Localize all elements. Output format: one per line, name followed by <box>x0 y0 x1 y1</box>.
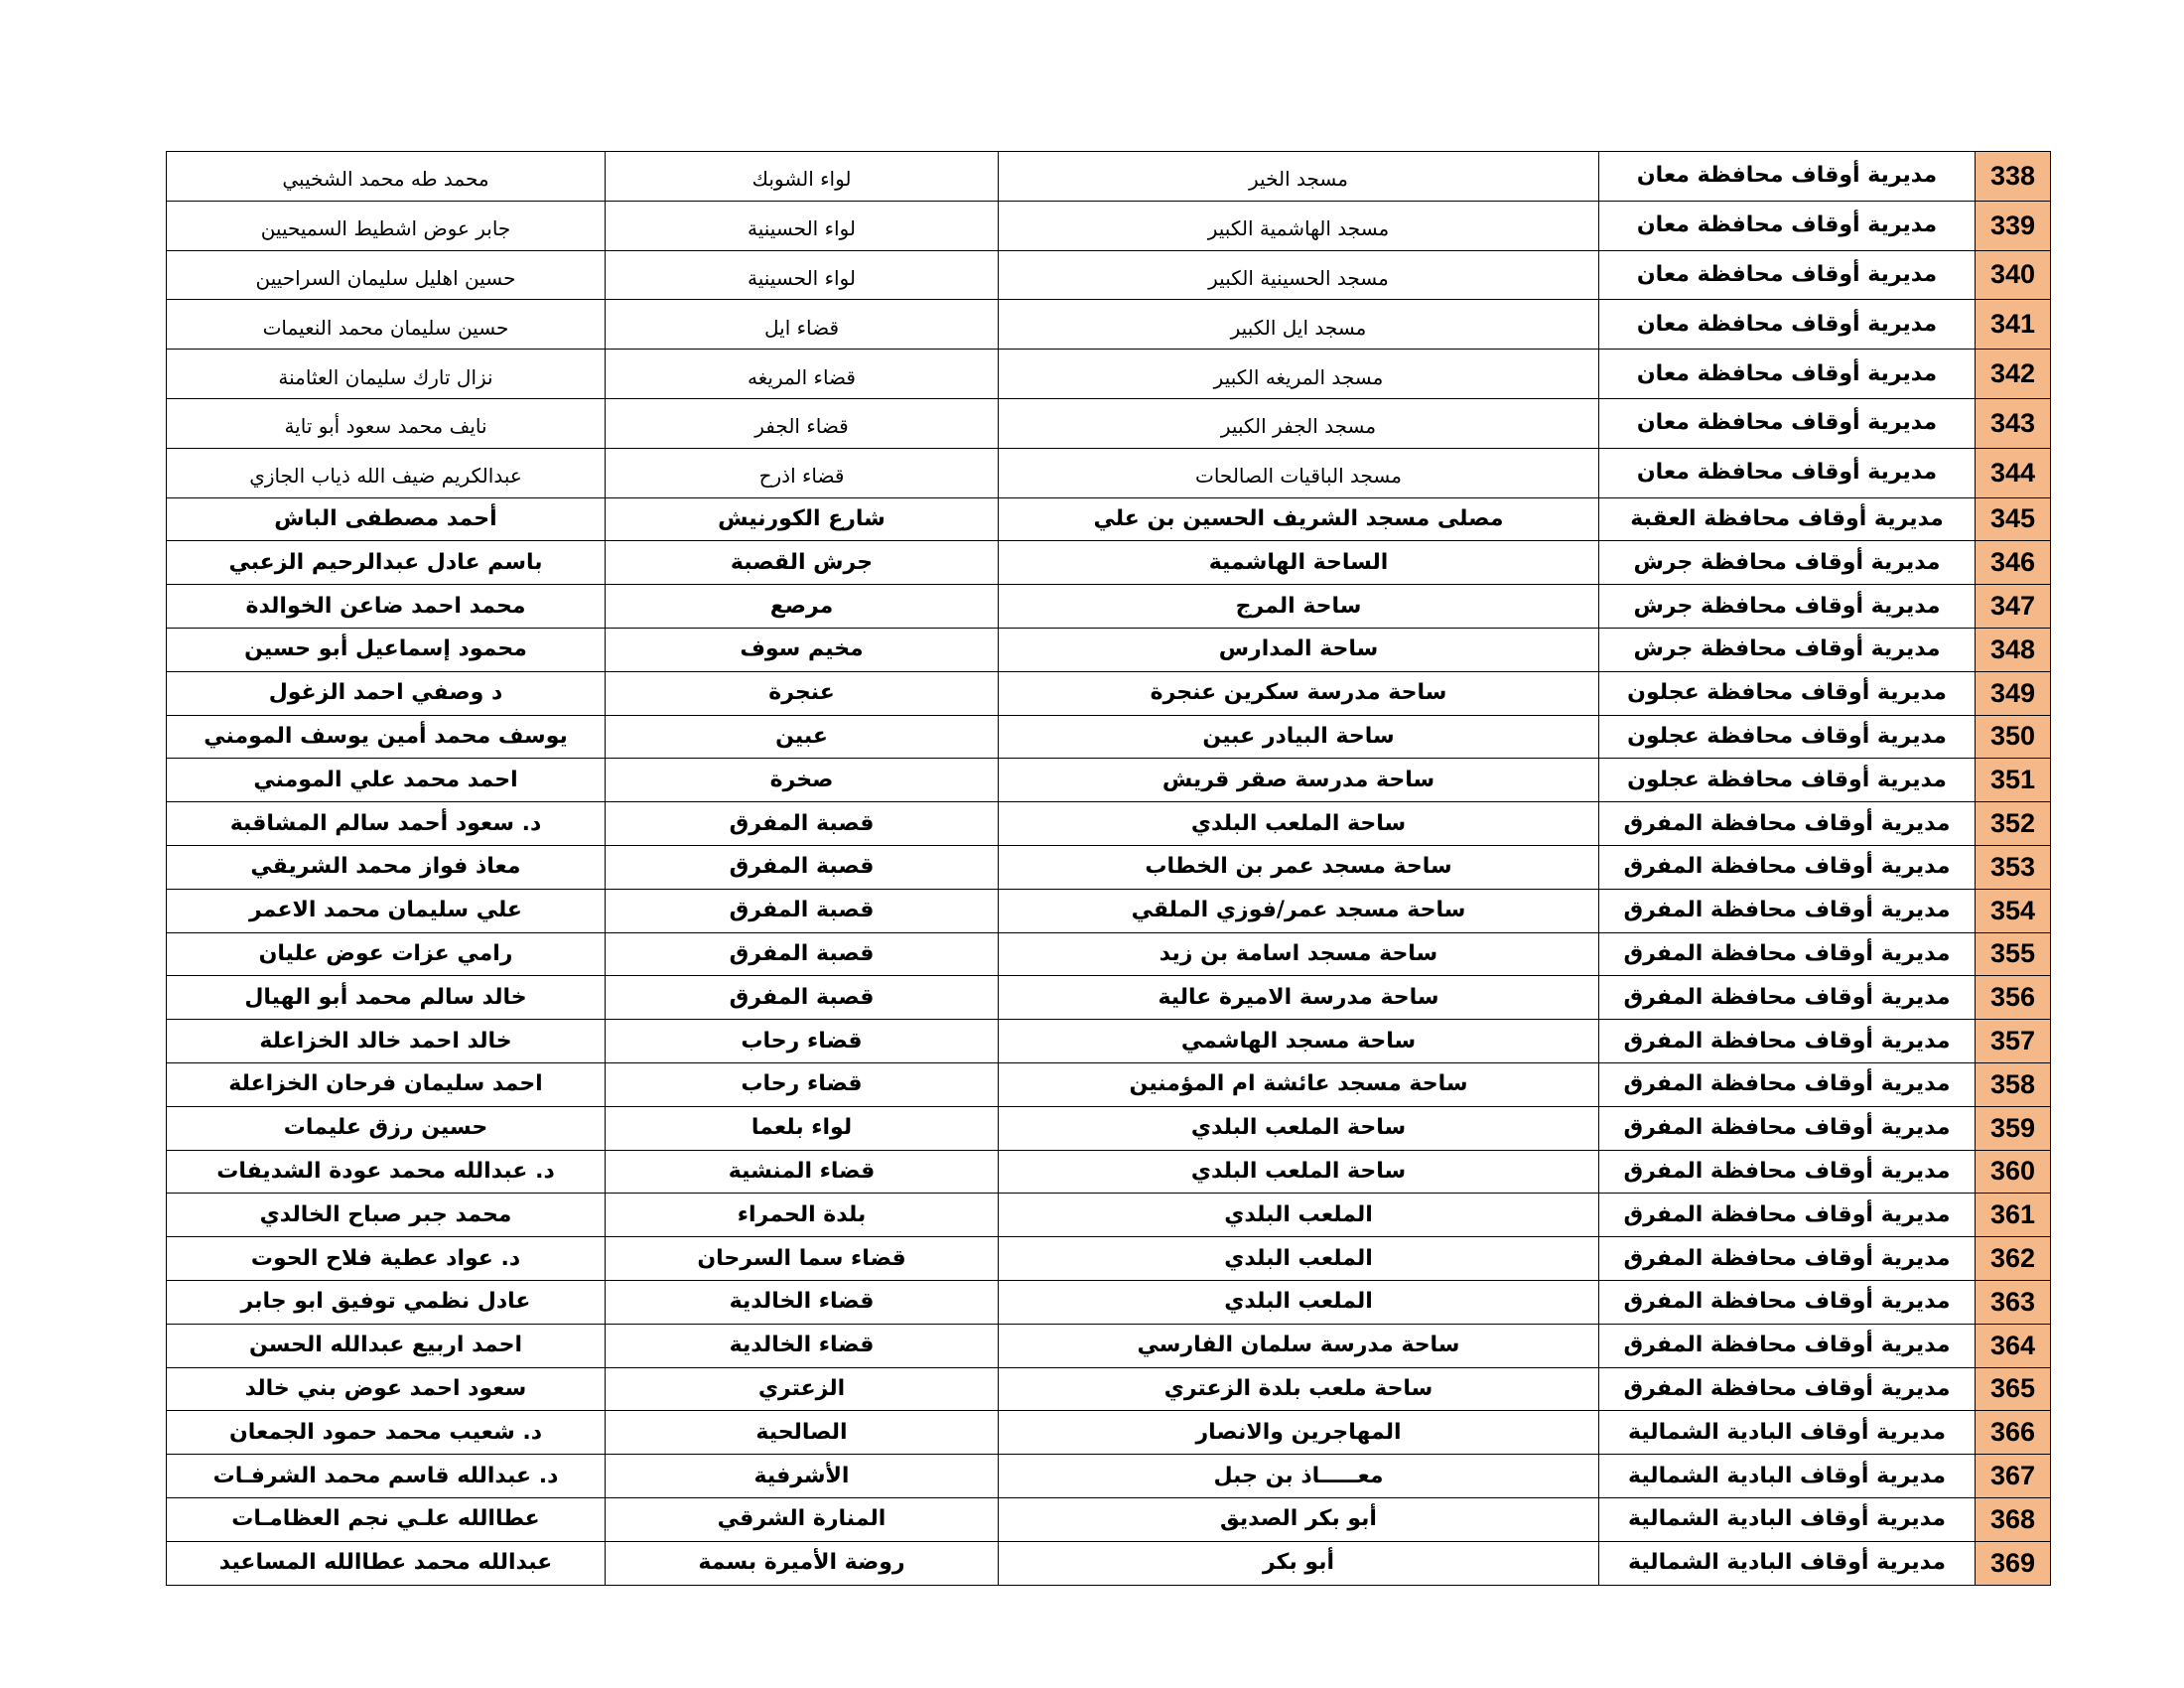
directorate-cell: مديرية أوقاف محافظة معان <box>1599 300 1976 350</box>
table-row <box>167 201 2051 250</box>
area-cell: لواء الحسينية <box>606 201 999 250</box>
row-number-cell: 359 <box>1976 1106 2051 1150</box>
prayer-location-cell: ساحة الملعب البلدي <box>999 802 1599 846</box>
area-cell: لواء الشوبك <box>606 152 999 202</box>
prayer-location-cell: مسجد الهاشمية الكبير <box>999 201 1599 250</box>
table-row <box>167 1541 2051 1585</box>
row-number-cell: 352 <box>1976 802 2051 846</box>
table-row <box>167 398 2051 448</box>
directorate-cell: مديرية أوقاف البادية الشمالية <box>1599 1541 1976 1585</box>
row-number-cell: 348 <box>1976 628 2051 671</box>
area-cell: قصبة المفرق <box>606 845 999 889</box>
area-cell: قضاء الجفر <box>606 398 999 448</box>
preacher-name-cell: عبدالله محمد عطاالله المساعيد <box>167 1541 606 1585</box>
directorate-cell: مديرية أوقاف محافظة المفرق <box>1599 976 1976 1020</box>
prayer-location-cell: ساحة مدرسة سكرين عنجرة <box>999 671 1599 715</box>
row-number-cell: 339 <box>1976 201 2051 250</box>
preacher-name-cell: احمد محمد علي المومني <box>167 759 606 802</box>
row-number-cell: 345 <box>1976 497 2051 541</box>
preacher-name-cell: خالد احمد خالد الخزاعلة <box>167 1020 606 1063</box>
prayer-location-cell: ساحة مسجد عمر بن الخطاب <box>999 845 1599 889</box>
directorate-cell: مديرية أوقاف محافظة جرش <box>1599 628 1976 671</box>
row-number-cell: 346 <box>1976 541 2051 585</box>
area-cell: قضاء المريغه <box>606 350 999 399</box>
table-row <box>167 715 2051 759</box>
prayer-location-cell: مسجد المريغه الكبير <box>999 350 1599 399</box>
row-number-cell: 360 <box>1976 1150 2051 1194</box>
directorate-cell: مديرية أوقاف محافظة عجلون <box>1599 671 1976 715</box>
directorate-cell: مديرية أوقاف محافظة العقبة <box>1599 497 1976 541</box>
table-row <box>167 497 2051 541</box>
directorate-cell: مديرية أوقاف محافظة المفرق <box>1599 889 1976 932</box>
directorate-cell: مديرية أوقاف محافظة المفرق <box>1599 1062 1976 1106</box>
prayer-location-cell: ساحة المدارس <box>999 628 1599 671</box>
preacher-name-cell: عطاالله علـي نجم العظامـات <box>167 1497 606 1541</box>
area-cell: صخرة <box>606 759 999 802</box>
row-number-cell: 350 <box>1976 715 2051 759</box>
directorate-cell: مديرية أوقاف محافظة المفرق <box>1599 1237 1976 1281</box>
preacher-name-cell: محمد احمد ضاعن الخوالدة <box>167 585 606 629</box>
directorate-cell: مديرية أوقاف محافظة معان <box>1599 398 1976 448</box>
prayer-location-cell: مسجد الحسينية الكبير <box>999 250 1599 300</box>
preacher-name-cell: د. عواد عطية فلاح الحوت <box>167 1237 606 1281</box>
row-number-cell: 344 <box>1976 448 2051 497</box>
prayer-location-cell: ساحة الملعب البلدي <box>999 1150 1599 1194</box>
prayer-location-cell: مسجد الباقيات الصالحات <box>999 448 1599 497</box>
preacher-name-cell: جابر عوض اشطيط السميحيين <box>167 201 606 250</box>
area-cell: قضاء الخالدية <box>606 1324 999 1367</box>
preacher-name-cell: علي سليمان محمد الاعمر <box>167 889 606 932</box>
row-number-cell: 367 <box>1976 1455 2051 1498</box>
prayer-location-cell: ساحة مدرسة صقر قريش <box>999 759 1599 802</box>
directorate-cell: مديرية أوقاف محافظة معان <box>1599 250 1976 300</box>
preacher-name-cell: سعود احمد عوض بني خالد <box>167 1367 606 1411</box>
area-cell: قضاء الخالدية <box>606 1280 999 1324</box>
prayer-location-cell: معـــــاذ بن جبل <box>999 1455 1599 1498</box>
directorate-cell: مديرية أوقاف محافظة المفرق <box>1599 1367 1976 1411</box>
directorate-cell: مديرية أوقاف محافظة المفرق <box>1599 1194 1976 1237</box>
row-number-cell: 347 <box>1976 585 2051 629</box>
table-row <box>167 932 2051 976</box>
area-cell: الزعتري <box>606 1367 999 1411</box>
prayer-location-cell: ساحة ملعب بلدة الزعتري <box>999 1367 1599 1411</box>
area-cell: قضاء سما السرحان <box>606 1237 999 1281</box>
prayer-location-cell: المهاجرين والانصار <box>999 1411 1599 1455</box>
area-cell: قضاء ايل <box>606 300 999 350</box>
preacher-name-cell: خالد سالم محمد أبو الهيال <box>167 976 606 1020</box>
table-row <box>167 1367 2051 1411</box>
directorate-cell: مديرية أوقاف محافظة معان <box>1599 152 1976 202</box>
preacher-name-cell: د. عبدالله محمد عودة الشديفات <box>167 1150 606 1194</box>
area-cell: المنارة الشرقي <box>606 1497 999 1541</box>
table-row <box>167 628 2051 671</box>
prayer-location-cell: الملعب البلدي <box>999 1280 1599 1324</box>
directorate-cell: مديرية أوقاف محافظة المفرق <box>1599 802 1976 846</box>
prayer-location-cell: ساحة البيادر عبين <box>999 715 1599 759</box>
prayer-location-cell: الملعب البلدي <box>999 1194 1599 1237</box>
preacher-name-cell: محمد جبر صباح الخالدي <box>167 1194 606 1237</box>
table-row <box>167 671 2051 715</box>
area-cell: عبين <box>606 715 999 759</box>
directorate-cell: مديرية أوقاف محافظة معان <box>1599 448 1976 497</box>
table-row <box>167 889 2051 932</box>
area-cell: قضاء اذرح <box>606 448 999 497</box>
directorate-cell: مديرية أوقاف البادية الشمالية <box>1599 1411 1976 1455</box>
area-cell: الصالحية <box>606 1411 999 1455</box>
area-cell: جرش القصبة <box>606 541 999 585</box>
row-number-cell: 363 <box>1976 1280 2051 1324</box>
preacher-name-cell: عبدالكريم ضيف الله ذياب الجازي <box>167 448 606 497</box>
directorate-cell: مديرية أوقاف محافظة المفرق <box>1599 1280 1976 1324</box>
preacher-name-cell: حسين رزق عليمات <box>167 1106 606 1150</box>
preacher-name-cell: أحمد مصطفى الباش <box>167 497 606 541</box>
preacher-name-cell: يوسف محمد أمين يوسف المومني <box>167 715 606 759</box>
prayer-location-cell: الساحة الهاشمية <box>999 541 1599 585</box>
prayer-location-cell: ساحة مسجد عائشة ام المؤمنين <box>999 1062 1599 1106</box>
preacher-name-cell: رامي عزات عوض عليان <box>167 932 606 976</box>
table-row <box>167 1237 2051 1281</box>
area-cell: لواء الحسينية <box>606 250 999 300</box>
area-cell: قصبة المفرق <box>606 802 999 846</box>
area-cell: قضاء المنشية <box>606 1150 999 1194</box>
directorate-cell: مديرية أوقاف محافظة جرش <box>1599 585 1976 629</box>
directorate-cell: مديرية أوقاف محافظة المفرق <box>1599 932 1976 976</box>
row-number-cell: 361 <box>1976 1194 2051 1237</box>
row-number-cell: 365 <box>1976 1367 2051 1411</box>
prayer-location-cell: ساحة مدرسة الاميرة عالية <box>999 976 1599 1020</box>
row-number-cell: 362 <box>1976 1237 2051 1281</box>
prayer-location-cell: مسجد الجفر الكبير <box>999 398 1599 448</box>
directorate-cell: مديرية أوقاف محافظة معان <box>1599 350 1976 399</box>
table-row <box>167 1324 2051 1367</box>
area-cell: الأشرفية <box>606 1455 999 1498</box>
directorate-cell: مديرية أوقاف محافظة المفرق <box>1599 1150 1976 1194</box>
prayer-location-cell: أبو بكر الصديق <box>999 1497 1599 1541</box>
row-number-cell: 340 <box>1976 250 2051 300</box>
preacher-name-cell: نايف محمد سعود أبو تاية <box>167 398 606 448</box>
preacher-name-cell: احمد سليمان فرحان الخزاعلة <box>167 1062 606 1106</box>
area-cell: قصبة المفرق <box>606 889 999 932</box>
prayer-location-cell: ساحة مسجد الهاشمي <box>999 1020 1599 1063</box>
preacher-name-cell: معاذ فواز محمد الشريقي <box>167 845 606 889</box>
directorate-cell: مديرية أوقاف محافظة جرش <box>1599 541 1976 585</box>
prayer-location-cell: مسجد ايل الكبير <box>999 300 1599 350</box>
area-cell: مخيم سوف <box>606 628 999 671</box>
table-row <box>167 350 2051 399</box>
table-row <box>167 976 2051 1020</box>
table-row <box>167 759 2051 802</box>
directorate-cell: مديرية أوقاف محافظة المفرق <box>1599 1020 1976 1063</box>
row-number-cell: 341 <box>1976 300 2051 350</box>
area-cell: قصبة المفرق <box>606 932 999 976</box>
prayer-location-cell: الملعب البلدي <box>999 1237 1599 1281</box>
directorate-cell: مديرية أوقاف محافظة عجلون <box>1599 759 1976 802</box>
row-number-cell: 358 <box>1976 1062 2051 1106</box>
table-row <box>167 1455 2051 1498</box>
row-number-cell: 351 <box>1976 759 2051 802</box>
table-row <box>167 448 2051 497</box>
row-number-cell: 369 <box>1976 1541 2051 1585</box>
row-number-cell: 357 <box>1976 1020 2051 1063</box>
directorate-cell: مديرية أوقاف محافظة المفرق <box>1599 845 1976 889</box>
table-row <box>167 1062 2051 1106</box>
table-row <box>167 1020 2051 1063</box>
table-row <box>167 1411 2051 1455</box>
prayer-location-cell: ساحة مسجد اسامة بن زيد <box>999 932 1599 976</box>
table-row <box>167 300 2051 350</box>
preacher-name-cell: د. سعود أحمد سالم المشاقبة <box>167 802 606 846</box>
row-number-cell: 368 <box>1976 1497 2051 1541</box>
prayer-location-cell: ساحة مدرسة سلمان الفارسي <box>999 1324 1599 1367</box>
area-cell: عنجرة <box>606 671 999 715</box>
table-row <box>167 802 2051 846</box>
row-number-cell: 338 <box>1976 152 2051 202</box>
prayer-location-cell: ساحة مسجد عمر/فوزي الملقي <box>999 889 1599 932</box>
row-number-cell: 356 <box>1976 976 2051 1020</box>
table-row <box>167 845 2051 889</box>
directorate-cell: مديرية أوقاف البادية الشمالية <box>1599 1497 1976 1541</box>
preacher-name-cell: نزال تارك سليمان العثامنة <box>167 350 606 399</box>
prayer-location-cell: ساحة المرج <box>999 585 1599 629</box>
area-cell: شارع الكورنيش <box>606 497 999 541</box>
row-number-cell: 355 <box>1976 932 2051 976</box>
preacher-name-cell: حسين اهليل سليمان السراحيين <box>167 250 606 300</box>
preacher-name-cell: د. عبدالله قاسم محمد الشرفـات <box>167 1455 606 1498</box>
row-number-cell: 353 <box>1976 845 2051 889</box>
area-cell: قضاء رحاب <box>606 1062 999 1106</box>
preacher-name-cell: باسم عادل عبدالرحيم الزعبي <box>167 541 606 585</box>
preacher-name-cell: احمد اربيع عبدالله الحسن <box>167 1324 606 1367</box>
directorate-cell: مديرية أوقاف البادية الشمالية <box>1599 1455 1976 1498</box>
area-cell: قصبة المفرق <box>606 976 999 1020</box>
prayer-location-cell: أبو بكر <box>999 1541 1599 1585</box>
table-row <box>167 1194 2051 1237</box>
row-number-cell: 354 <box>1976 889 2051 932</box>
table-row <box>167 1150 2051 1194</box>
table-row <box>167 152 2051 202</box>
row-number-cell: 364 <box>1976 1324 2051 1367</box>
row-number-cell: 342 <box>1976 350 2051 399</box>
table-row <box>167 1497 2051 1541</box>
preacher-name-cell: محمود إسماعيل أبو حسين <box>167 628 606 671</box>
area-cell: قضاء رحاب <box>606 1020 999 1063</box>
row-number-cell: 343 <box>1976 398 2051 448</box>
preacher-name-cell: د. شعيب محمد حمود الجمعان <box>167 1411 606 1455</box>
preacher-name-cell: عادل نظمي توفيق ابو جابر <box>167 1280 606 1324</box>
directorate-cell: مديرية أوقاف محافظة عجلون <box>1599 715 1976 759</box>
directorate-cell: مديرية أوقاف محافظة المفرق <box>1599 1324 1976 1367</box>
directorate-cell: مديرية أوقاف محافظة المفرق <box>1599 1106 1976 1150</box>
table-row <box>167 585 2051 629</box>
directorate-cell: مديرية أوقاف محافظة معان <box>1599 201 1976 250</box>
area-cell: روضة الأميرة بسمة <box>606 1541 999 1585</box>
preacher-name-cell: د وصفي احمد الزغول <box>167 671 606 715</box>
row-number-cell: 366 <box>1976 1411 2051 1455</box>
prayer-location-cell: مسجد الخير <box>999 152 1599 202</box>
table-row <box>167 250 2051 300</box>
prayer-locations-table <box>166 151 2051 1586</box>
table-body <box>167 152 2051 1586</box>
table-row <box>167 541 2051 585</box>
table-row <box>167 1280 2051 1324</box>
preacher-name-cell: محمد طه محمد الشخيبي <box>167 152 606 202</box>
prayer-location-cell: مصلى مسجد الشريف الحسين بن علي <box>999 497 1599 541</box>
preacher-name-cell: حسين سليمان محمد النعيمات <box>167 300 606 350</box>
table-row <box>167 1106 2051 1150</box>
prayer-location-cell: ساحة الملعب البلدي <box>999 1106 1599 1150</box>
area-cell: بلدة الحمراء <box>606 1194 999 1237</box>
area-cell: لواء بلعما <box>606 1106 999 1150</box>
area-cell: مرصع <box>606 585 999 629</box>
row-number-cell: 349 <box>1976 671 2051 715</box>
